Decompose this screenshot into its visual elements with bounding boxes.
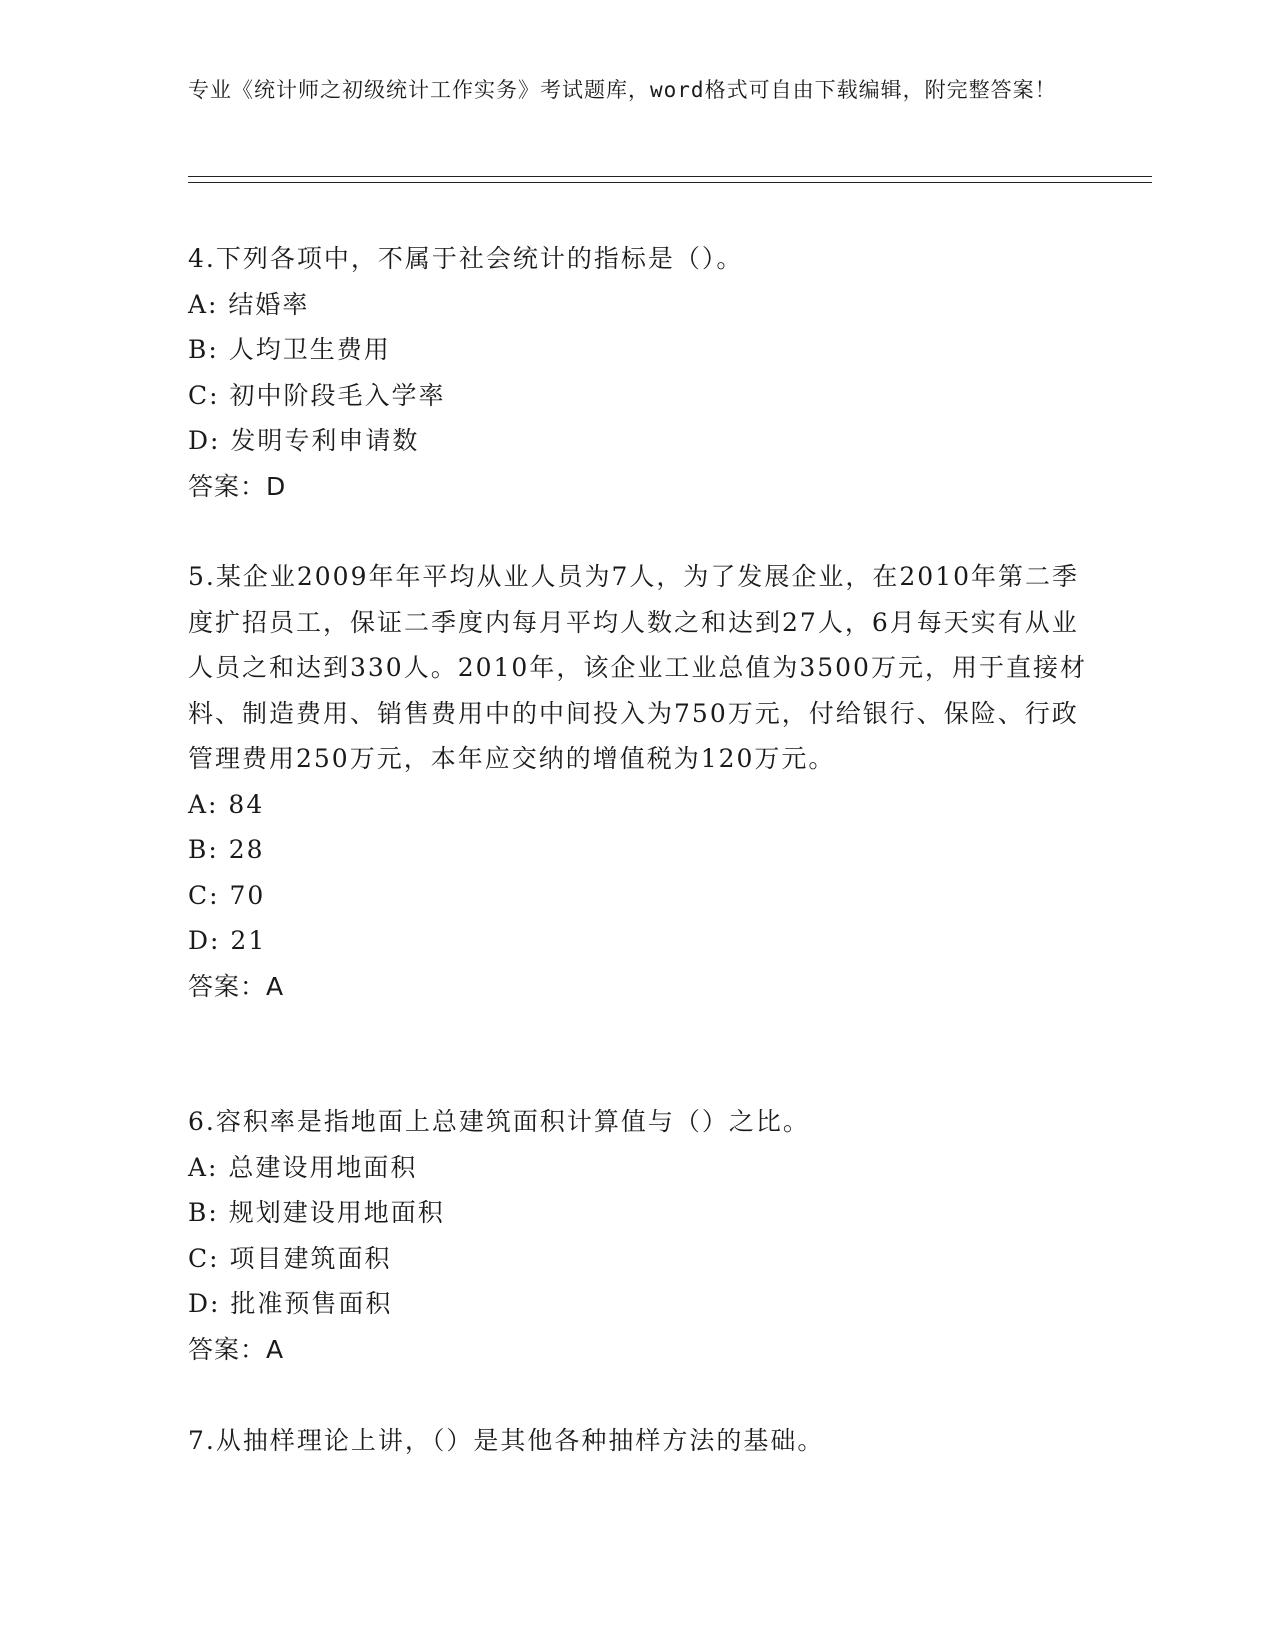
header-divider-bottom	[188, 182, 1152, 183]
option-d: D: 批准预售面积	[188, 1289, 393, 1318]
option-b: B: 人均卫生费用	[188, 335, 391, 364]
option-a: A: 总建设用地面积	[188, 1152, 418, 1182]
answer: 答案：A	[188, 971, 285, 1001]
option-a: A: 结婚率	[188, 289, 310, 319]
option-d: D: 发明专利申请数	[188, 426, 420, 455]
document-header: 专业《统计师之初级统计工作实务》考试题库，word格式可自由下载编辑，附完整答案！	[188, 78, 1057, 102]
question-stem: 4.下列各项中，不属于社会统计的指标是（）。	[188, 244, 744, 273]
option-b: B: 规划建设用地面积	[188, 1198, 445, 1227]
option-d: D: 21	[188, 926, 267, 955]
option-c: C: 初中阶段毛入学率	[188, 380, 446, 410]
question-stem: 5.某企业2009年年平均从业人员为7人，为了发展企业，在2010年第二季度扩招员工，保证二季度内每月平均人数之和达到27人，6月每天实有从业人员之和达到330人。2010年，该企业工业总值为3500万元，用于直接材料、制造费用、销售费用中的中间投入为750万元，付给银行、保险、行政管理费用250万元，本年应交纳的增值税为120万元。	[188, 562, 1087, 773]
question-5	[188, 554, 1088, 1009]
answer: 答案：D	[188, 471, 287, 501]
header-divider-top	[188, 176, 1152, 177]
option-b: B: 28	[188, 835, 265, 864]
question-6	[188, 1099, 1088, 1372]
question-7	[188, 1418, 1088, 1464]
option-c: C: 项目建筑面积	[188, 1243, 392, 1273]
question-4	[188, 236, 1088, 509]
question-stem: 6.容积率是指地面上总建筑面积计算值与（）之比。	[188, 1107, 810, 1136]
answer: 答案：A	[188, 1334, 285, 1364]
option-c: C: 70	[188, 880, 266, 910]
question-stem: 7.从抽样理论上讲，（）是其他各种抽样方法的基础。	[188, 1426, 825, 1455]
option-a: A: 84	[188, 789, 265, 819]
